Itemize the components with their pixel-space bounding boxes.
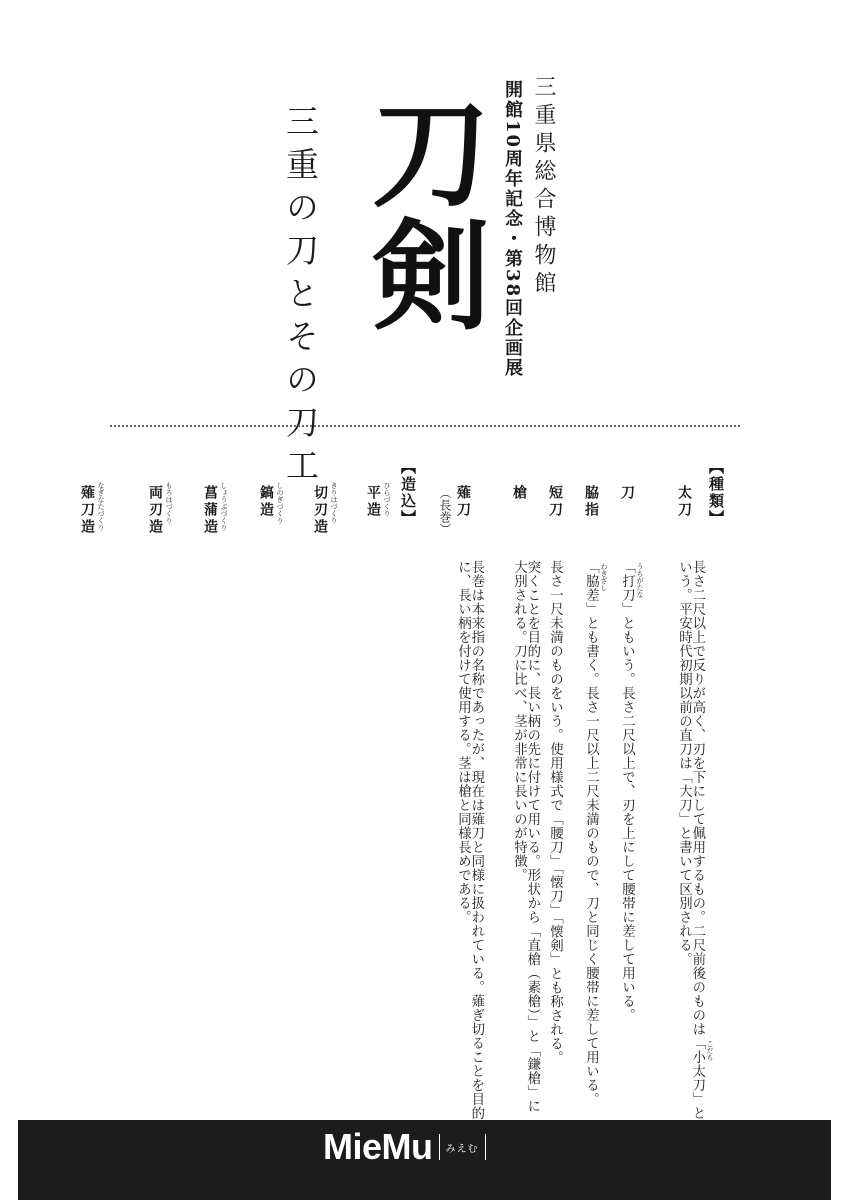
- term-katana: 刀: [619, 485, 635, 502]
- dotted-divider: [110, 425, 740, 427]
- term-wakizashi: 脇指: [583, 485, 599, 519]
- term-shobu: 菖蒲造: [202, 485, 218, 536]
- term-moroha: 両刃造: [147, 485, 163, 536]
- ruby-kodachi: こだち: [706, 1040, 714, 1061]
- desc-naginata-line1: 長巻は本来指の名称であったが、現在は薙刀と同様に扱われている。薙ぎ切ることを目的に、長い柄を付けて使用する。茎は槍と同様長めである。: [455, 560, 484, 1120]
- ruby-shinogi: しのぎづくり: [276, 482, 284, 524]
- ruby-hirazukuri: ひらづくり: [383, 482, 391, 517]
- logo-subtext: みえむ: [445, 1143, 479, 1155]
- page-subtitle: 三重の刀とその刀工: [281, 104, 320, 491]
- types-heading: 【種類】: [707, 459, 725, 527]
- miemu-logo[interactable]: [323, 1127, 486, 1167]
- logo-separator-right: [485, 1134, 486, 1160]
- desc-wakizashi: 「脇差」とも書く。長さ一尺以上二尺未満のもので、刀と同じく腰帯に差して用いる。: [583, 560, 599, 1106]
- term-yari: 槍: [511, 485, 527, 502]
- ruby-uchigatana: うちがたな: [636, 563, 644, 598]
- construction-heading: 【造込】: [399, 459, 417, 527]
- desc-katana: 「打刀」ともいう。長さ二尺以上で、刃を上にして腰帯に差して用いる。: [619, 560, 635, 1022]
- logo-separator: [439, 1134, 440, 1160]
- ruby-moroha: もろはづくり: [165, 482, 173, 524]
- ruby-wakizashi: わきざし: [600, 563, 608, 591]
- desc-tanto: 長さ一尺未満のものをいう。使用様式で「腰刀」「懐刀」「懐剣」とも称される。: [547, 560, 563, 1065]
- desc-tachi: 長さ二尺以上で反りが高く、刃を下にして佩用するもの。二尺前後のものは「小太刀」という。平安時代初期以前の直刀は「大刀」と書いて区別される。: [676, 560, 705, 1120]
- term-naginata: 薙刀: [455, 485, 471, 519]
- term-kiriha: 切刃造: [312, 485, 328, 536]
- term-tanto: 短刀: [547, 485, 563, 519]
- term-tachi: 太刀: [676, 485, 692, 519]
- logo-text: MieMu: [323, 1126, 433, 1167]
- desc-yari: 突くことを目的に、長い柄の先に付けて用いる。形状から「直槍（素槍）」と「鎌槍」に大別される。刀に比べ、茎が非常に長いのが特徴。: [511, 560, 540, 1114]
- term-hirazukuri: 平造: [365, 485, 381, 519]
- page-title: 刀剣: [352, 92, 491, 336]
- museum-name: 三重県総合博物館: [531, 75, 556, 299]
- exhibit-name: 開館10周年記念・第38回企画展: [502, 80, 523, 379]
- term-shinogi: 鎬造: [258, 485, 274, 519]
- ruby-kiriha: きりはづくり: [330, 482, 338, 524]
- term-naginata-sub: （長巻）: [438, 487, 452, 535]
- ruby-naginatazukuri: なぎなたづくり: [97, 482, 105, 531]
- ruby-shobu: しょうぶづくり: [220, 482, 228, 531]
- term-naginatazukuri: 薙刀造: [79, 485, 95, 536]
